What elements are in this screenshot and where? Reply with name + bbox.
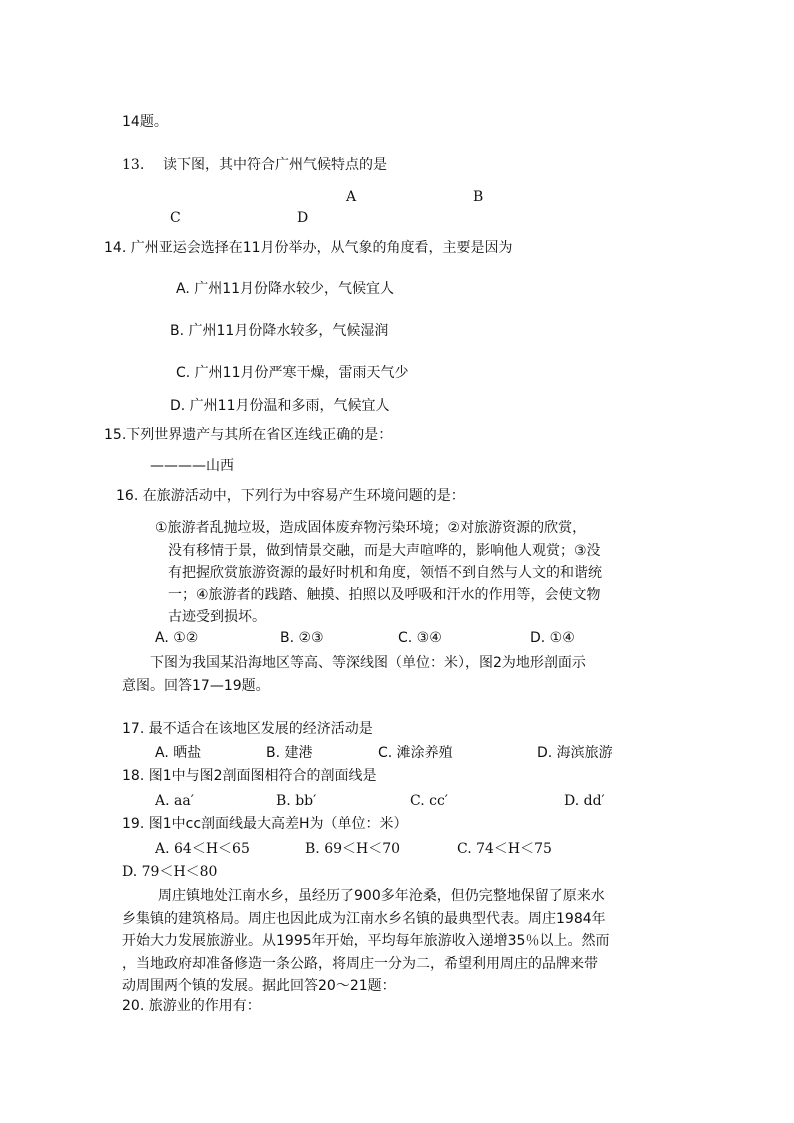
option-d: D. 79＜H＜80	[122, 864, 218, 880]
passage-line: 开始大力发展旅游业。从1995年开始，平均每年旅游收入递增35％以上。然而	[122, 933, 610, 949]
option-c: C. ③④	[398, 630, 442, 646]
option-b: B. ②③	[280, 630, 324, 646]
passage-line: 意图。回答17—19题。	[122, 678, 270, 694]
option-a: A. 64＜H＜65	[155, 841, 250, 857]
option-d: D. dd′	[564, 793, 605, 809]
question-15: 15.下列世界遗产与其所在省区连线正确的是：	[104, 427, 393, 443]
passage-line: 周庄镇地处江南水乡，虽经历了900多年沧桑，但仍完整地保留了原来水	[158, 888, 605, 904]
passage-line: 动周围两个镇的发展。据此回答20～21题：	[122, 978, 396, 994]
text-line: ————山西	[150, 458, 234, 474]
option-b: B. 69＜H＜70	[305, 841, 401, 857]
option-b: B. bb′	[276, 793, 317, 809]
option-d: D. ①④	[530, 630, 575, 646]
option-d: D. 广州11月份温和多雨，气候宜人	[170, 398, 390, 414]
option-d: D. 海滨旅游	[537, 745, 613, 761]
statement-line: 没有移情于景，做到情景交融，而是大声喧哗的，影响他人观赏；③没	[168, 543, 601, 559]
figure-label-d: D	[297, 210, 309, 226]
statement-line: 古迹受到损坏。	[168, 609, 266, 625]
passage-line: ，当地政府却准备修造一条公路，将周庄一分为二，希望利用周庄的品牌来带	[122, 956, 598, 972]
option-c: C. 广州11月份严寒干燥，雷雨天气少	[176, 365, 409, 381]
question-number: 13.	[122, 157, 145, 173]
passage-line: 乡集镇的建筑格局。周庄也因此成为江南水乡名镇的最典型代表。周庄1984年	[122, 911, 606, 927]
statement-line: 一；④旅游者的践踏、触摸、拍照以及呼吸和汗水的作用等，会使文物	[168, 587, 601, 603]
question-16: 16. 在旅游活动中，下列行为中容易产生环境问题的是：	[116, 488, 465, 504]
figure-label-a: A	[346, 189, 357, 205]
option-c: C. 74＜H＜75	[457, 841, 552, 857]
text-line: 14题。	[122, 114, 168, 130]
figure-label-b: B	[473, 189, 484, 205]
option-a: A. 广州11月份降水较少，气候宜人	[176, 281, 395, 297]
passage-line: 下图为我国某沿海地区等高、等深线图（单位：米），图2为地形剖面示	[150, 655, 586, 671]
option-a: A. ①②	[155, 630, 199, 646]
statement-line: ①旅游者乱抛垃圾，造成固体废弃物污染环境；②对旅游资源的欣赏，	[155, 520, 587, 536]
statement-line: 有把握欣赏旅游资源的最好时机和角度，领悟不到自然与人文的和谐统	[168, 565, 602, 581]
question-14: 14. 广州亚运会选择在11月份举办，从气象的角度看，主要是因为	[104, 240, 513, 256]
option-a: A. aa′	[155, 793, 194, 809]
question-17: 17. 最不适合在该地区发展的经济活动是	[122, 721, 373, 737]
question-13: 读下图，其中符合广州气候特点的是	[163, 157, 387, 173]
option-b: B. 建港	[266, 745, 313, 761]
option-b: B. 广州11月份降水较多，气候湿润	[170, 323, 389, 339]
option-c: C. cc′	[410, 793, 448, 809]
question-18: 18. 图1中与图2剖面图相符合的剖面线是	[122, 768, 377, 784]
option-a: A. 晒盐	[155, 745, 202, 761]
question-19: 19. 图1中cc剖面线最大高差H为（单位：米）	[122, 816, 408, 832]
question-20: 20. 旅游业的作用有：	[122, 998, 261, 1014]
option-c: C. 滩涂养殖	[378, 745, 453, 761]
figure-label-c: C	[170, 210, 181, 226]
